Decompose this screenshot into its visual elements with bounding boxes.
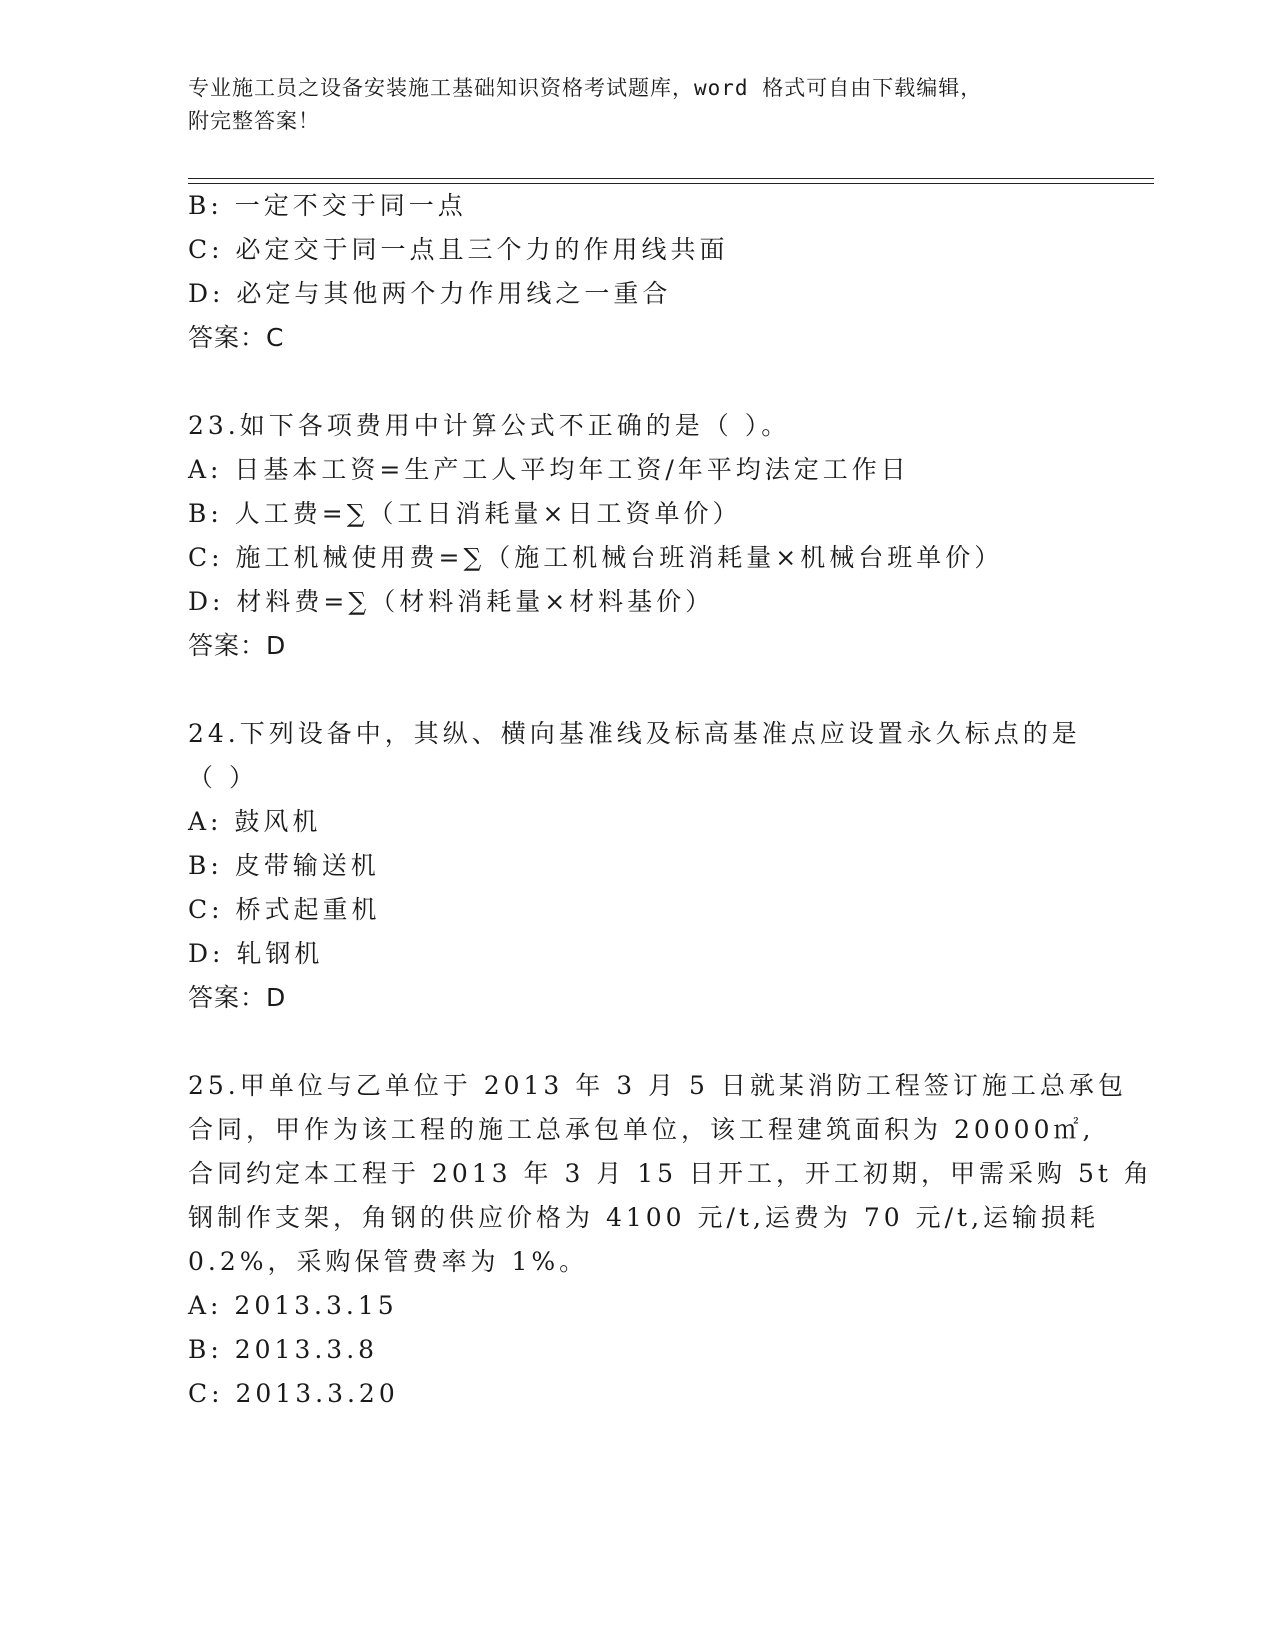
q22-answer: 答案：C [188, 323, 285, 352]
header-line-2: 附完整答案！ [188, 109, 320, 133]
header-divider-top [188, 178, 1154, 179]
q25-option-c: C: 2013.3.20 [188, 1379, 399, 1408]
q25-stem-line-3: 合同约定本工程于 2013 年 3 月 15 日开工，开工初期，甲需采购 5t 角 [188, 1159, 1153, 1188]
header-divider-bottom [188, 183, 1154, 184]
q24-stem-line-2: （ ） [188, 763, 258, 792]
q24-stem-line-1: 24.下列设备中，其纵、横向基准线及标高基准点应设置永久标点的是 [188, 719, 1081, 748]
q25-stem-line-5: 0.2%，采购保管费率为 1%。 [188, 1247, 589, 1276]
q25-option-a: A: 2013.3.15 [188, 1291, 398, 1320]
q25-stem-line-2: 合同，甲作为该工程的施工总承包单位，该工程建筑面积为 20000㎡, [188, 1115, 1095, 1144]
q25-option-b: B: 2013.3.8 [188, 1335, 379, 1364]
q23-option-d: D: 材料费=∑（材料消耗量×材料基价） [188, 587, 715, 616]
q22-option-d: D: 必定与其他两个力作用线之一重合 [188, 279, 672, 308]
q24-option-a: A: 鼓风机 [188, 807, 322, 836]
q23-stem: 23.如下各项费用中计算公式不正确的是（ ）。 [188, 411, 791, 440]
document-header [188, 72, 1068, 138]
q25-stem-line-1: 25.甲单位与乙单位于 2013 年 3 月 5 日就某消防工程签订施工总承包 [188, 1071, 1127, 1100]
q23-option-c: C: 施工机械使用费=∑（施工机械台班消耗量×机械台班单价） [188, 543, 1004, 572]
q22-option-b: B: 一定不交于同一点 [188, 191, 467, 220]
q23-option-a: A: 日基本工资=生产工人平均年工资/年平均法定工作日 [188, 455, 910, 484]
q22-option-c: C: 必定交于同一点且三个力的作用线共面 [188, 235, 729, 264]
q24-option-c: C: 桥式起重机 [188, 895, 381, 924]
q25-stem-line-4: 钢制作支架，角钢的供应价格为 4100 元/t,运费为 70 元/t,运输损耗 [188, 1203, 1100, 1232]
q24-answer: 答案：D [188, 983, 287, 1012]
q24-option-d: D: 轧钢机 [188, 939, 324, 968]
q24-option-b: B: 皮带输送机 [188, 851, 380, 880]
q23-option-b: B: 人工费=∑（工日消耗量×日工资单价） [188, 499, 742, 528]
header-line-1: 专业施工员之设备安装施工基础知识资格考试题库，word 格式可自由下载编辑， [188, 76, 983, 100]
q23-answer: 答案：D [188, 631, 287, 660]
